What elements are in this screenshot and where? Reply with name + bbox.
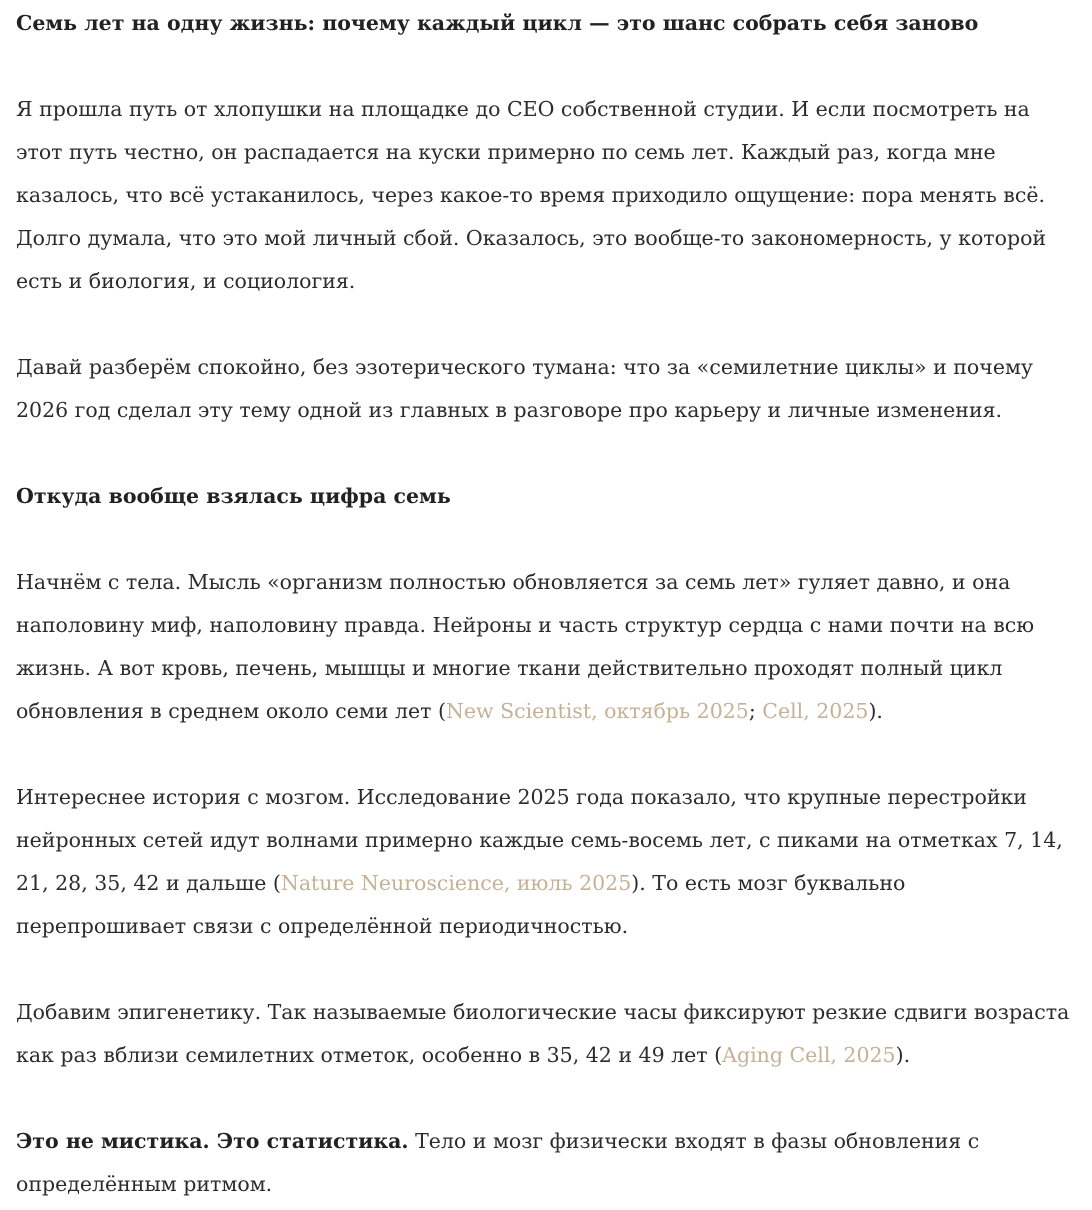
source-link-aging-cell[interactable]: Aging Cell, 2025 [722, 1043, 896, 1067]
emphasis-text: Это не мистика. Это статистика. [16, 1129, 409, 1153]
separator: ; [748, 699, 763, 723]
intro-paragraph-2: Давай разберём спокойно, без эзотерического тумана: что за «семилетние циклы» и почему 2026 год сделал эту тему одной из главных в разговоре про карьеру и личные изменения. [16, 355, 1033, 422]
paragraph-tail: ). [868, 699, 883, 723]
paragraph-tail: ). То есть мозг буквально перепрошивает связи с определённой периодичностью. [16, 871, 906, 938]
source-link-new-scientist[interactable]: New Scientist, октябрь 2025 [445, 699, 749, 723]
paragraph-text: Тело и мозг физически входят в фазы обновления с определённым ритмом. [16, 1129, 980, 1196]
body-paragraph-2 [16, 776, 1076, 948]
body-paragraph-1 [16, 561, 1076, 733]
intro-paragraph-1: Я прошла путь от хлопушки на площадке до CEO собственной студии. И если посмотреть на этот путь честно, он распадается на куски примерно по семь лет. Каждый раз, когда мне казалось, что всё устаканилось, через какое-то время приходило ощущение: пора менять всё. Долго думала, что это мой личный сбой. Оказалось, это вообще-то закономерность, у которой есть и биология, и социология. [16, 97, 1047, 293]
article-title: Семь лет на одну жизнь: почему каждый цикл — это шанс собрать себя заново [16, 11, 979, 35]
body-paragraph-3 [16, 991, 1076, 1077]
spacer [16, 948, 1076, 991]
spacer [16, 518, 1076, 561]
section-heading: Откуда вообще взялась цифра семь [16, 484, 451, 508]
spacer [16, 1077, 1076, 1120]
spacer [16, 45, 1076, 88]
source-link-cell[interactable]: Cell, 2025 [762, 699, 869, 723]
paragraph-tail: ). [895, 1043, 911, 1067]
source-link-nature-neuroscience[interactable]: Nature Neuroscience, июль 2025 [280, 871, 632, 895]
spacer [16, 432, 1076, 475]
paragraph-text: Начнём с тела. Мысль «организм полностью обновляется за семь лет» гуляет давно, и она наполовину миф, наполовину правда. Нейроны и часть структур сердца с нами почти на всю жизнь. А вот кровь, печень, мышцы и многие ткани действительно проходят полный цикл обновления в среднем около семи лет ( [16, 570, 1035, 723]
paragraph-text: Добавим эпигенетику. Так называемые биологические часы фиксируют резкие сдвиги возраста как раз вблизи семилетних отметок, особенно в 35, 42 и 49 лет ( [16, 1000, 1070, 1067]
paragraph-text: Интереснее история с мозгом. Исследование 2025 года показало, что крупные перестройки нейронных сетей идут волнами примерно каждые семь-восемь лет, с пиками на отметках 7, 14, 21, 28, 35, 42 и дальше ( [16, 785, 1063, 895]
spacer [16, 733, 1076, 776]
article [16, 2, 1076, 1206]
body-paragraph-4 [16, 1120, 1076, 1206]
spacer [16, 303, 1076, 346]
